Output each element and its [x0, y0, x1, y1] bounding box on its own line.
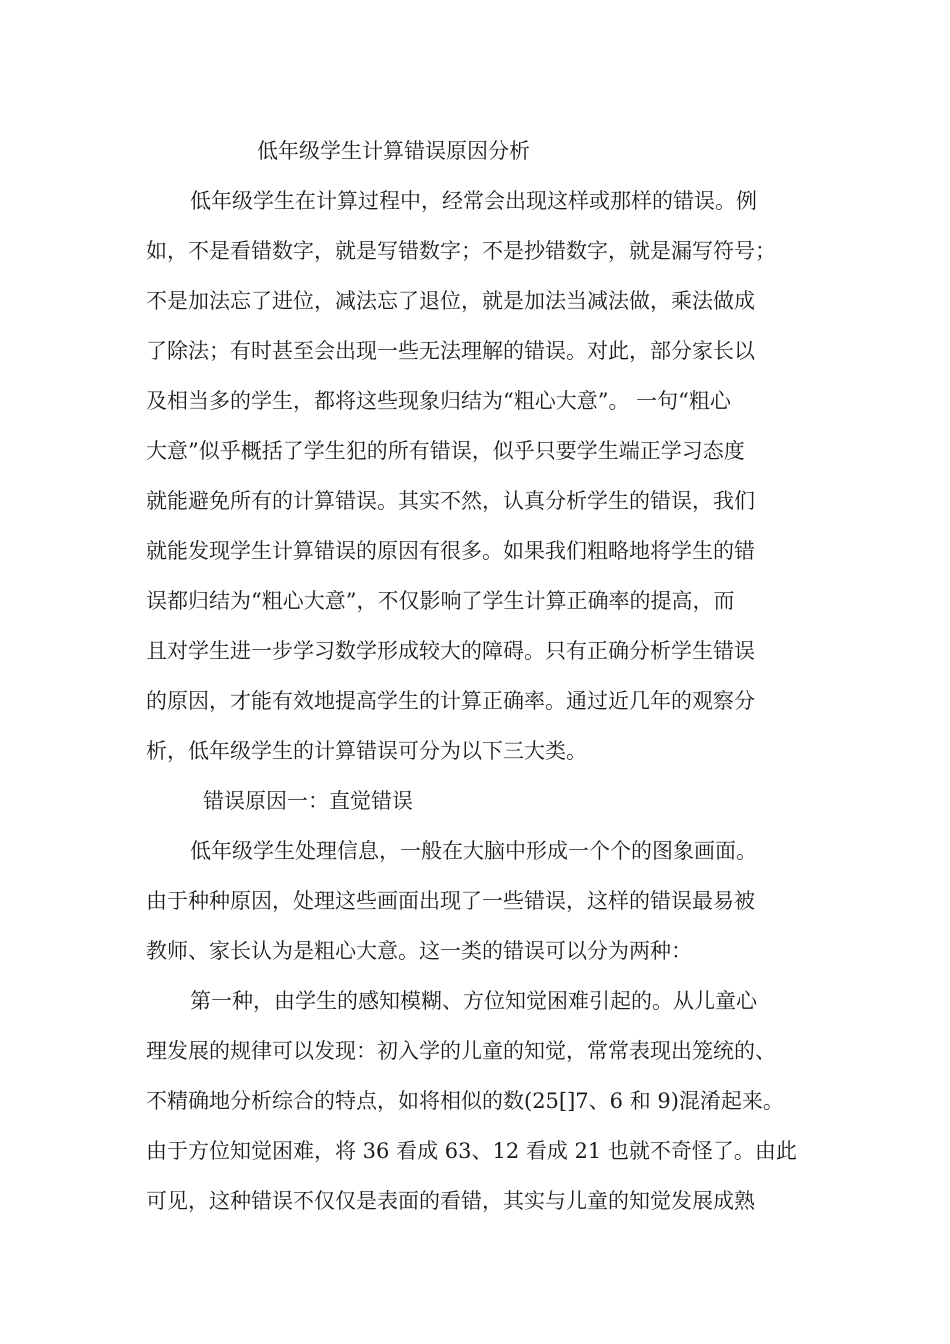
paragraph-line: 析，低年级学生的计算错误可分为以下三大类。	[146, 739, 587, 763]
paragraph-line: 第一种，由学生的感知模糊、方位知觉困难引起的。从儿童心	[190, 989, 757, 1013]
paragraph-line: 不精确地分析综合的特点，如将相似的数(25[]7、6 和 9)混淆起来。	[146, 1089, 784, 1113]
paragraph-line: 低年级学生处理信息，一般在大脑中形成一个个的图象画面。	[190, 839, 757, 863]
section-heading: 错误原因一：直觉错误	[203, 789, 413, 813]
paragraph-line: 了除法；有时甚至会出现一些无法理解的错误。对此，部分家长以	[146, 339, 755, 363]
paragraph-line: 大意”似乎概括了学生犯的所有错误，似乎只要学生端正学习态度	[146, 439, 745, 463]
paragraph-line: 就能发现学生计算错误的原因有很多。如果我们粗略地将学生的错	[146, 539, 755, 563]
paragraph-line: 误都归结为“粗心大意”，不仅影响了学生计算正确率的提高，而	[146, 589, 735, 613]
paragraph-line: 理发展的规律可以发现：初入学的儿童的知觉，常常表现出笼统的、	[146, 1039, 776, 1063]
document-title: 低年级学生计算错误原因分析	[257, 139, 530, 163]
paragraph-line: 的原因，才能有效地提高学生的计算正确率。通过近几年的观察分	[146, 689, 755, 713]
paragraph-line: 且对学生进一步学习数学形成较大的障碍。只有正确分析学生错误	[146, 639, 755, 663]
paragraph-line: 教师、家长认为是粗心大意。这一类的错误可以分为两种：	[146, 939, 692, 963]
paragraph-line: 如，不是看错数字，就是写错数字；不是抄错数字，就是漏写符号；	[146, 239, 776, 263]
paragraph-line: 由于种种原因，处理这些画面出现了一些错误，这样的错误最易被	[146, 889, 755, 913]
paragraph-line: 不是加法忘了进位，减法忘了退位，就是加法当减法做，乘法做成	[146, 289, 755, 313]
paragraph-line: 由于方位知觉困难，将 36 看成 63、12 看成 21 也就不奇怪了。由此	[146, 1139, 797, 1163]
paragraph-line: 可见，这种错误不仅仅是表面的看错，其实与儿童的知觉发展成熟	[146, 1189, 755, 1213]
paragraph-line: 就能避免所有的计算错误。其实不然，认真分析学生的错误，我们	[146, 489, 755, 513]
paragraph-line: 低年级学生在计算过程中，经常会出现这样或那样的错误。例	[190, 189, 757, 213]
paragraph-line: 及相当多的学生，都将这些现象归结为“粗心大意”。 一句“粗心	[146, 389, 731, 413]
